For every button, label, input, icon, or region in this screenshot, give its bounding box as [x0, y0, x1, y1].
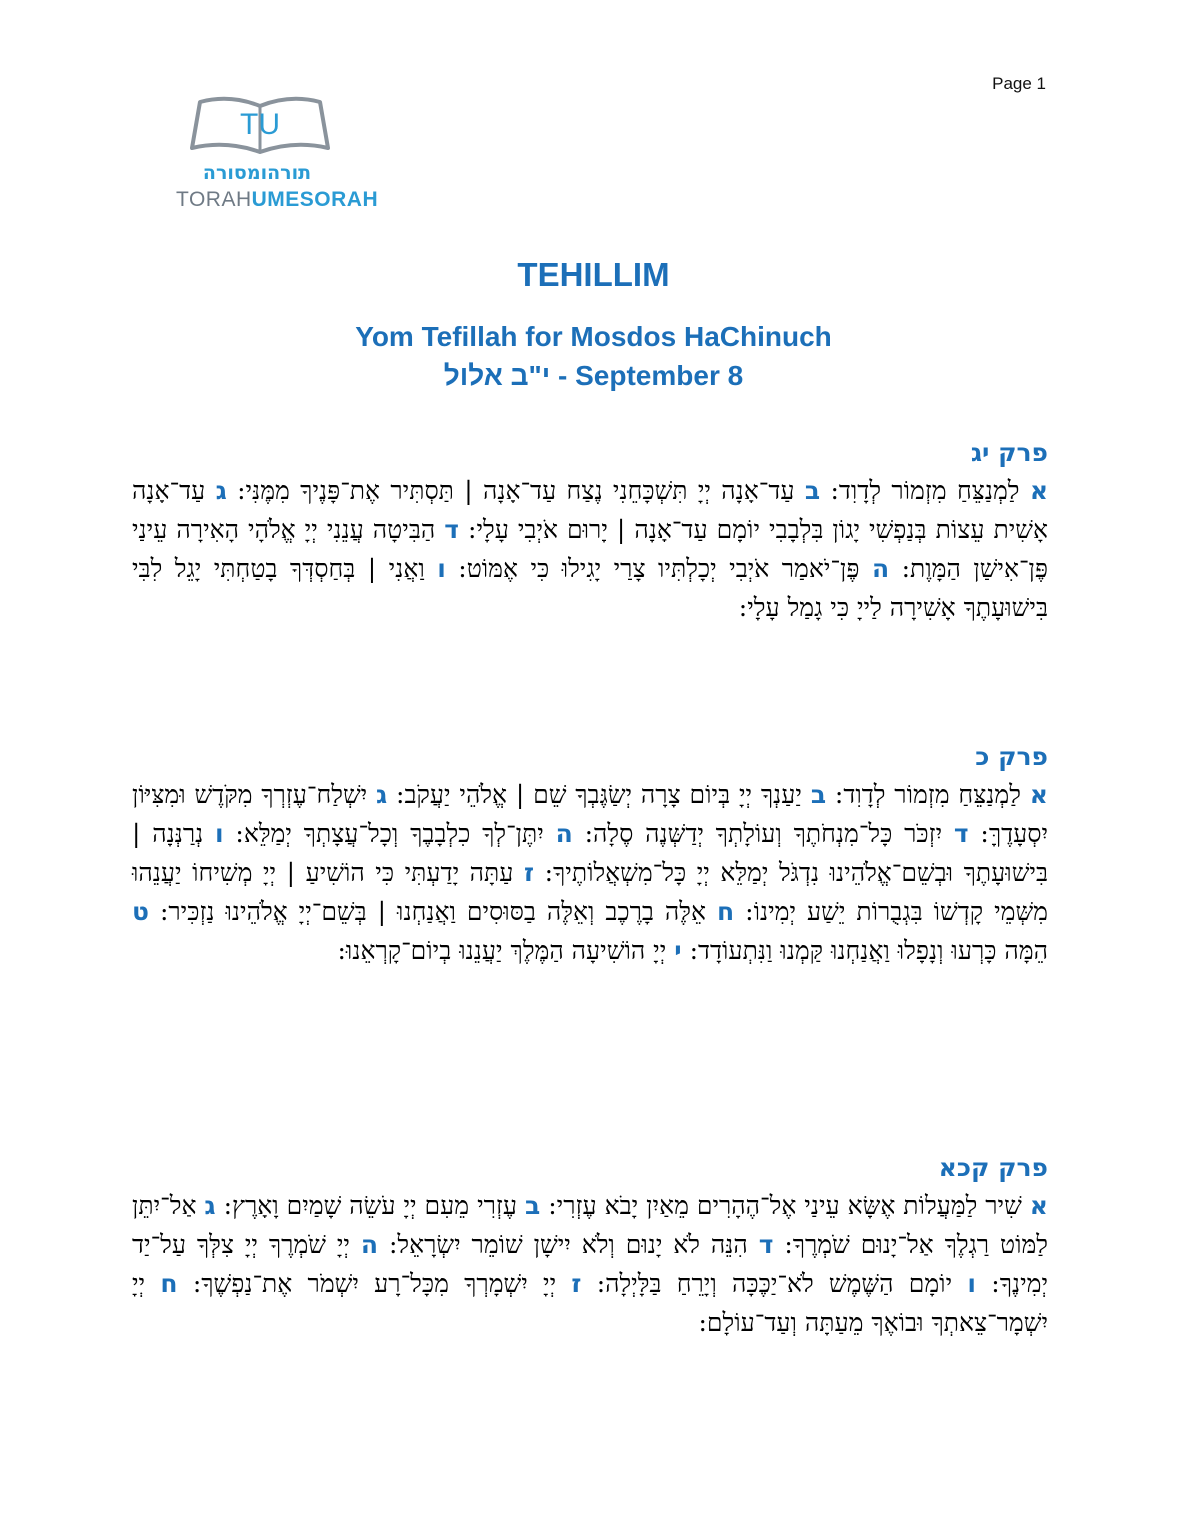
- verse-text: אַל־יִתֵּן לַמּוֹט רַגְלֶךָ אַל־יָנוּם שֹׁמְרֶךָ:: [132, 1191, 1048, 1259]
- verse-number: ה: [871, 554, 890, 583]
- verse-number: ט: [132, 897, 149, 926]
- verse-number: ח: [716, 897, 735, 926]
- chapter-verses: [132, 1186, 1048, 1342]
- verse-number: ו: [437, 554, 446, 583]
- verse-number: ג: [204, 1191, 216, 1220]
- logo-english-text: [176, 188, 379, 212]
- document-subtitle: Yom Tefillah for Mosdos HaChinuch: [355, 321, 832, 352]
- verse-text: יְיָ הוֹשִׁיעָה הַמֶּלֶךְ יַעֲנֵנוּ בְיוֹם־קָרְאֵנוּ:: [337, 936, 667, 965]
- verse: [597, 1269, 976, 1298]
- verse-number: ג: [376, 780, 388, 809]
- page-number: Page 1: [992, 74, 1046, 93]
- chapter-121: [132, 1153, 1048, 1342]
- verse-text: יוֹמָם הַשֶּׁמֶשׁ לֹא־יַכֶּכָּה וְיָרֵחַ בַּלָּיְלָה:: [596, 1269, 953, 1298]
- verse-number: א: [1029, 780, 1048, 809]
- verse: [235, 819, 572, 848]
- chapter-verses: [132, 471, 1048, 627]
- verse: [193, 1269, 582, 1298]
- verse-text: הַבִּיטָה עֲנֵנִי יְיָ אֱלֹהָי הָאִירָה עֵינַי פֶּן־אִישַׁן הַמָּוֶת:: [132, 515, 1048, 583]
- chapter-13: [132, 438, 1048, 627]
- verse-text: יְיָ שֹׁמְרֶךָ יְיָ צִלְּךָ עַל־יַד יְמִינֶךָ:: [132, 1230, 1049, 1298]
- chapter-verses: [132, 775, 1048, 970]
- verse-text: שִׁיר לַמַּעֲלוֹת אֶשָּׂא עֵינַי אֶל־הֶהָרִים מֵאַיִן יָבֹא עֶזְרִי:: [548, 1191, 1022, 1220]
- verse-text: לַמְנַצֵּחַ מִזְמוֹר לְדָוִד:: [834, 780, 1021, 809]
- verse-number: ד: [444, 515, 459, 544]
- verse: [338, 936, 682, 965]
- verse-text: עֶזְרִי מֵעִם יְיָ עֹשֵׂה שָׁמַיִם וָאָרֶץ:: [223, 1191, 518, 1220]
- verse-text: הִנֵּה לֹא יָנוּם וְלֹא יִישָׁן שׁוֹמֵר יִשְׂרָאֵל:: [388, 1230, 748, 1259]
- verse-text: יִתֶּן־לְךָ כִלְבָבֶךָ וְכָל־עֲצָתְךָ יְמַלֵּא:: [235, 819, 544, 848]
- verse: [396, 780, 826, 809]
- logo-english-light: TORAH: [176, 188, 252, 211]
- verse-text: לַמְנַצֵּחַ מִזְמוֹר לְדָוִד:: [830, 476, 1020, 505]
- verse-number: ח: [160, 1269, 178, 1298]
- chapter-title: פרק יג: [970, 438, 1048, 467]
- document-date: י"ב אלול - September 8: [443, 360, 744, 391]
- verse-number: ד: [758, 1230, 774, 1259]
- verse-number: ז: [571, 1269, 582, 1298]
- verse-number: ד: [953, 819, 969, 848]
- verse: [237, 476, 820, 505]
- verse-text: יְיָ יִשְׁמָרְךָ מִכָּל־רָע יִשְׁמֹר אֶת־נַפְשֶׁךָ:: [192, 1269, 557, 1298]
- verse-number: ו: [967, 1269, 976, 1298]
- verse-number: ה: [360, 1230, 379, 1259]
- verse-text: יְיָ יִשְׁמָר־צֵאתְךָ וּבוֹאֶךָ מֵעַתָּה וְעַד־עוֹלָם:: [132, 1269, 1048, 1337]
- verse-number: ב: [525, 1191, 541, 1220]
- verse: [585, 819, 969, 848]
- verse-text: יִשְׁלַח־עֶזְרְךָ מִקֹּדֶשׁ וּמִצִּיּוֹן יִסְעָדֶךָּ:: [132, 780, 1049, 848]
- verse-text: יַעַנְךָ יְיָ בְּיוֹם צָרָה יְשַׂגֶּבְךָ שֵׁם | אֱלֹהֵי יַעֲקֹב:: [396, 780, 802, 809]
- verse-number: ה: [555, 819, 573, 848]
- torah-umesorah-logo: [176, 92, 379, 222]
- verse-number: ב: [810, 780, 827, 809]
- logo-hebrew-text: תורהומסורה: [202, 162, 312, 184]
- verse-number: א: [1029, 1191, 1048, 1220]
- verse: [835, 780, 1048, 809]
- verse-number: ז: [524, 858, 535, 887]
- logo-initials: TU: [240, 108, 280, 141]
- verse-text: עַד־אָנָה אָשִׁית עֵצוֹת בְּנַפְשִׁי יָגוֹן בִּלְבָבִי יוֹמָם עַד־אָנָה | יָרוּם אֹיְבִי עָלָי:: [132, 476, 1049, 544]
- verse-number: ו: [215, 819, 224, 848]
- verse-text: עַד־אָנָה יְיָ תִּשְׁכָּחֵנִי נֶצַח עַד־אָנָה | תַּסְתִּיר אֶת־פָּנֶיךָ מִמֶּנִּי:: [237, 476, 795, 505]
- verse: [458, 554, 889, 583]
- verse-text: אֵלֶּה בָרֶכֶב וְאֵלֶּה בַסּוּסִים וַאֲנַחְנוּ | בְּשֵׁם־יְיָ אֱלֹהֵינוּ נַזְכִּיר:: [159, 897, 706, 926]
- verse-text: יִזְכֹּר כָּל־מִנְחֹתֶךָ וְעוֹלָתְךָ יְדַשְּׁנֶה סֶלָה:: [584, 819, 943, 848]
- chapter-20: [132, 742, 1048, 970]
- logo-english-bold: UMESORAH: [251, 188, 379, 211]
- open-book-icon: [186, 92, 336, 160]
- verse-text: פֶּן־יֹאמַר אֹיְבִי יְכָלְתִּיו צָרַי יָגִילוּ כִּי אֶמּוֹט:: [458, 554, 860, 583]
- verse: [548, 1191, 1048, 1220]
- verse: [389, 1230, 773, 1259]
- verse-number: א: [1029, 476, 1049, 505]
- verse-text: וַאֲנִי | בְּחַסְדְּךָ בָטַחְתִּי יָגֵל לִבִּי בִּישׁוּעָתֶךָ אָשִׁירָה לַייָ כִּי גָמַל עָלָי:: [132, 554, 1048, 622]
- document-title: TEHILLIM: [517, 256, 670, 293]
- verse: [224, 1191, 541, 1220]
- verse: [160, 897, 734, 926]
- chapter-title: פרק כ: [975, 742, 1048, 771]
- verse-number: ג: [215, 476, 227, 505]
- verse: [830, 476, 1048, 505]
- verse-text: הֵמָּה כָּרְעוּ וְנָפָלוּ וַאֲנַחְנוּ קַּמְנוּ וַנִּתְעוֹדָד:: [689, 936, 1048, 965]
- verse-number: ב: [804, 476, 821, 505]
- verse-text: עַתָּה יָדַעְתִּי כִּי הוֹשִׁיעַ | יְיָ מְשִׁיחוֹ יַעֲנֵהוּ מִשְּׁמֵי קָדְשׁוֹ בִּגְבֻרוֹת יֵשַׁע יְמִינוֹ:: [132, 858, 1048, 926]
- verse-number: י: [674, 936, 682, 965]
- chapter-title: פרק קכא: [938, 1153, 1048, 1182]
- verse-text: נְרַנְּנָה | בִּישׁוּעָתֶךָ וּבְשֵׁם־אֱלֹהֵינוּ נִדְגֹּל יְמַלֵּא יְיָ כָּל־מִשְׁאֲלוֹתֶיךָ:: [132, 819, 1048, 887]
